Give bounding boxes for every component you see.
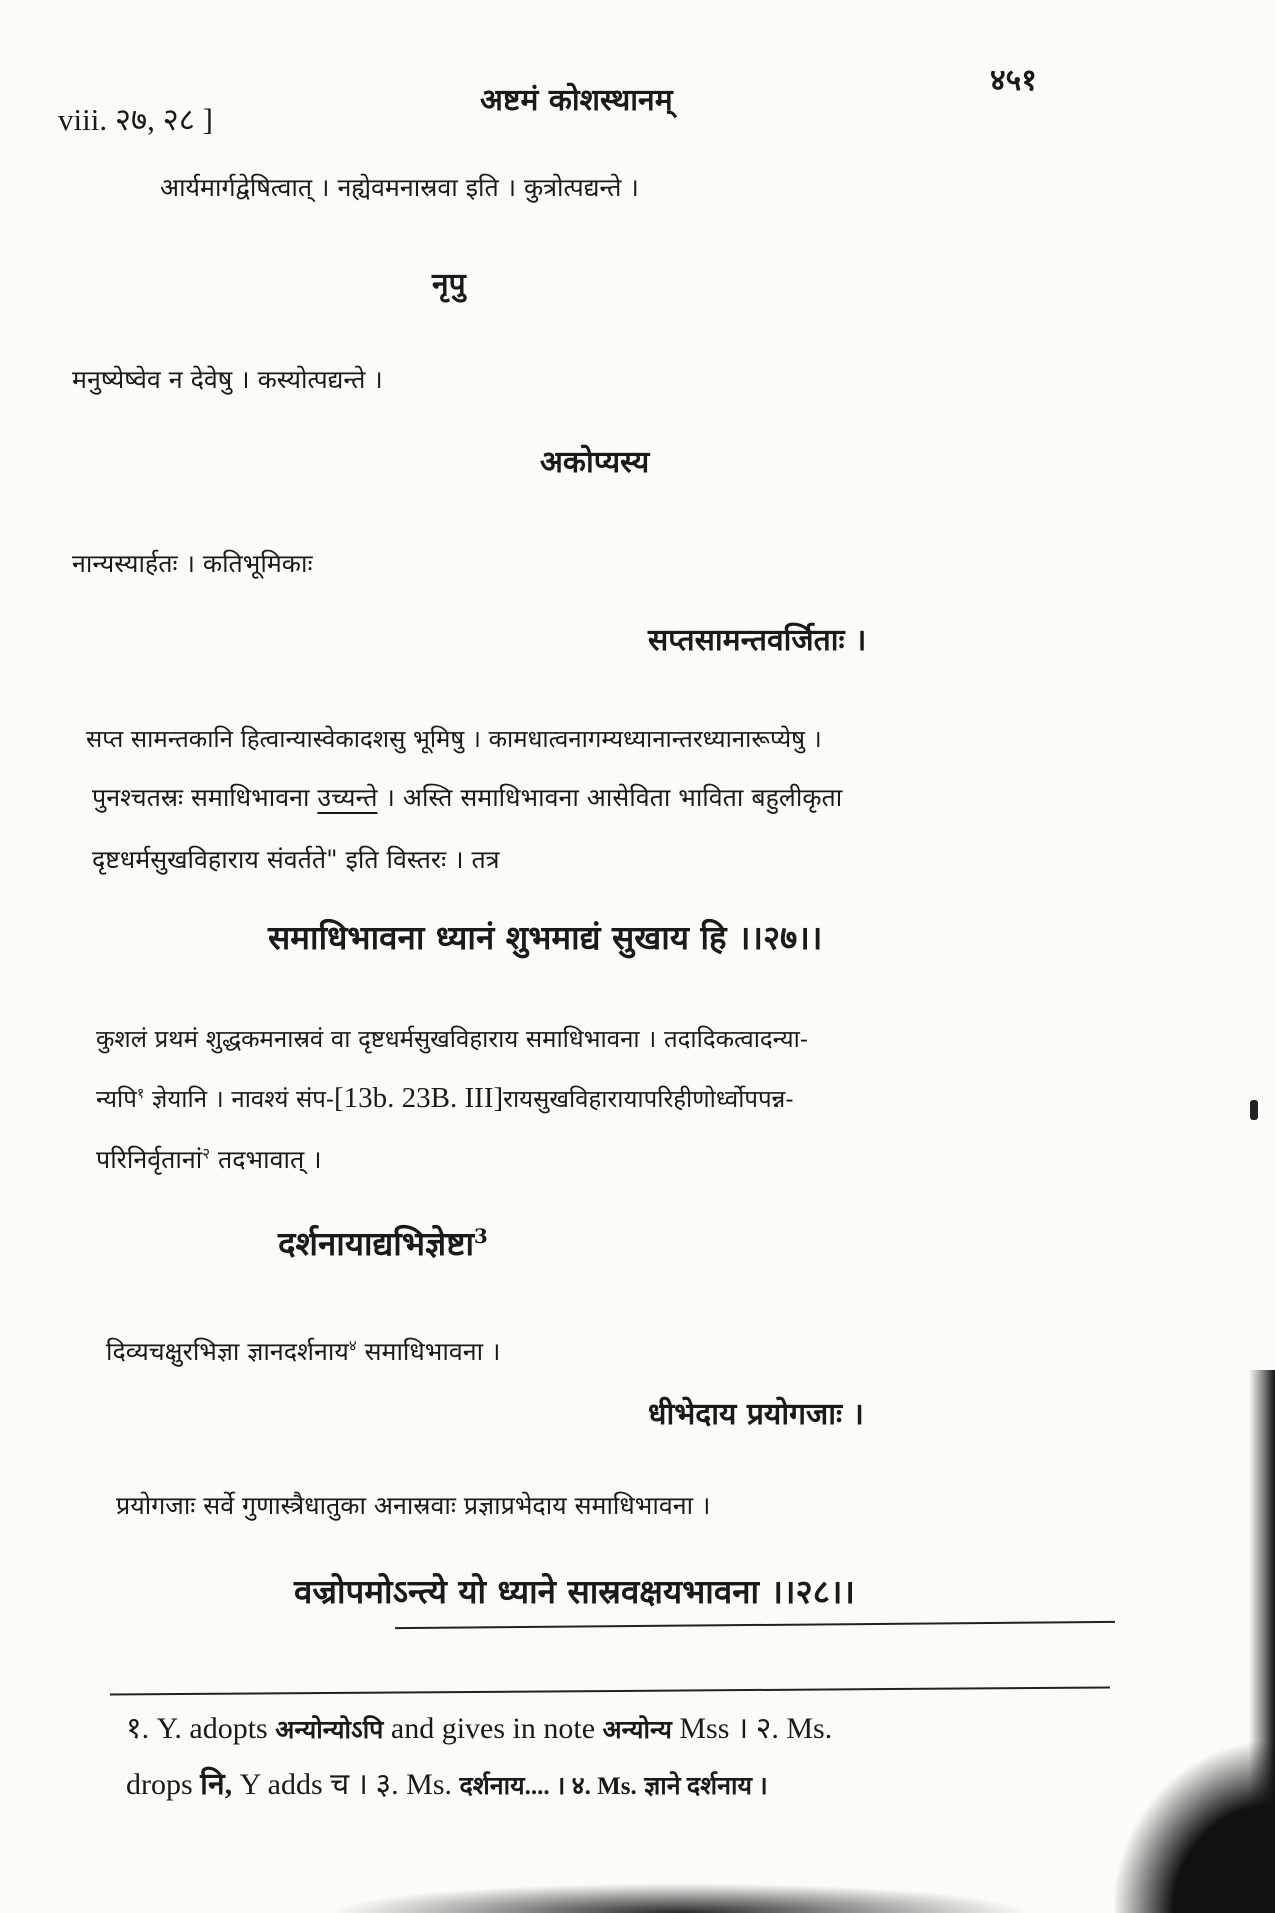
verse-28: वज्रोपमोऽन्त्ये यो ध्याने सास्रवक्षयभावना ।।२८।। — [294, 1572, 855, 1611]
text-span: नि, — [200, 1768, 233, 1801]
text-line: प्रयोगजाः सर्वे गुणास्त्रैधातुका अनास्रवाः प्रज्ञाप्रभेदाय समाधिभावना । — [116, 1491, 711, 1520]
verse-27: समाधिभावना ध्यानं शुभमाद्यं सुखाय हि ।।२७।। — [268, 918, 823, 957]
footnote-ref: 3 — [474, 1224, 488, 1248]
text-line — [106, 1334, 501, 1368]
text-span: दिव्यचक्षुरभिज्ञा ज्ञानदर्शनाय — [106, 1337, 349, 1366]
underlined-word: उच्यन्ते — [317, 783, 378, 812]
footnote-divider — [110, 1687, 1110, 1696]
text-span: परिनिर्वृतानां — [96, 1145, 203, 1174]
scan-shadow — [1115, 1743, 1275, 1913]
scan-mark — [1250, 1100, 1258, 1120]
text-line: आर्यमार्गद्वेषित्वात् । नह्येवमनास्रवा इति । कुत्रोत्पद्यन्ते । — [160, 173, 639, 202]
text-span: दर्शनायाद्यभिज्ञेष्टा — [278, 1224, 475, 1263]
footnote-line — [126, 1762, 768, 1803]
text-line: नान्यस्यार्हतः । कतिभूमिकाः — [72, 549, 313, 578]
text-span: अन्योन्योऽपि — [275, 1717, 384, 1744]
footnote-ref: २ — [202, 1144, 211, 1163]
text-span: ज्ञेयानि । नावश्यं संप- — [151, 1085, 334, 1113]
text-span: १. Y. adopts — [126, 1712, 268, 1745]
verse-heading — [278, 1220, 488, 1265]
text-span: and gives in note — [390, 1712, 596, 1745]
text-span: Mss । २. Ms. — [679, 1712, 833, 1745]
text-span: तदभावात् । — [218, 1145, 322, 1174]
text-span: ज्ञाने दर्शनाय । — [644, 1773, 768, 1800]
text-span: रायसुखविहारायापरिहीणोर्ध्वोपपन्न- — [503, 1085, 794, 1113]
verse-heading: धीभेदाय प्रयोगजाः । — [648, 1397, 864, 1432]
text-line — [96, 1082, 793, 1115]
text-span: Y adds च । ३. Ms. — [239, 1768, 453, 1801]
text-line: कुशलं प्रथमं शुद्धकमनास्रवं वा दृष्टधर्मसुखविहाराय समाधिभावना । तदादिकत्वादन्या- — [96, 1025, 809, 1053]
text-span: समाधिभावना । — [364, 1337, 501, 1366]
chapter-verse-ref: viii. २७, २८ ] — [58, 102, 213, 137]
text-line — [92, 780, 842, 814]
verse-heading: नृपु — [432, 267, 466, 302]
text-line — [96, 1142, 322, 1176]
footnote-line — [126, 1706, 832, 1747]
folio-ref: [13b. 23B. III] — [334, 1082, 504, 1114]
section-divider — [395, 1621, 1115, 1629]
text-span: न्यपि — [96, 1085, 137, 1113]
text-span: drops — [126, 1768, 193, 1801]
text-span: पुनश्चतस्रः समाधिभावना — [92, 783, 310, 812]
text-line: सप्त सामन्तकानि हित्वान्यास्वेकादशसु भूमिषु । कामधात्वनागम्यध्यानान्तरध्यानारूप्येषु । — [86, 725, 822, 753]
text-line: मनुष्येष्वेव न देवेषु । कस्योत्पद्यन्ते । — [72, 365, 383, 394]
scan-shadow — [330, 1883, 1030, 1913]
text-span: दर्शनाय.... । ४. Ms. — [459, 1773, 637, 1800]
text-line: दृष्टधर्मसुखविहाराय संवर्तते" इति विस्तरः । तत्र — [92, 845, 500, 874]
verse-heading: अकोप्यस्य — [540, 445, 650, 480]
text-span: । अस्ति समाधिभावना आसेविता भाविता बहुलीकृता — [385, 783, 843, 812]
text-span: अन्योन्य — [602, 1717, 672, 1744]
running-header-title: अष्टमं कोशस्थानम् — [480, 83, 673, 118]
footnote-ref: १ — [136, 1086, 145, 1102]
footnote-ref: ४ — [348, 1336, 357, 1355]
page-number: ४५१ — [990, 63, 1037, 98]
verse-heading: सप्तसामन्तवर्जिताः । — [648, 623, 867, 658]
